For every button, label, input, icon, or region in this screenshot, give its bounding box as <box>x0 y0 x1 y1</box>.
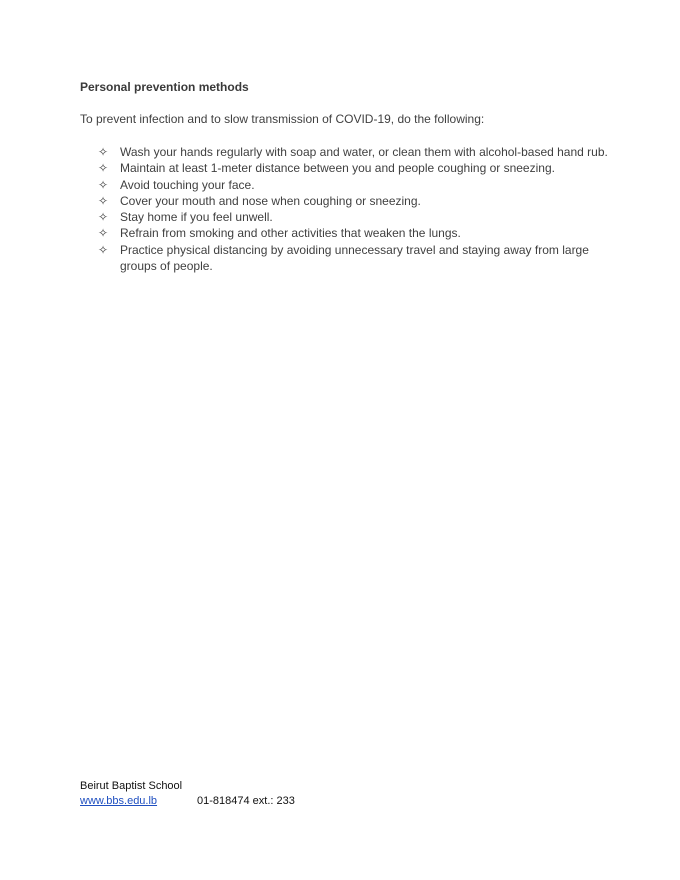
website-link[interactable]: www.bbs.edu.lb <box>80 795 158 807</box>
intro-paragraph: To prevent infection and to slow transmission of COVID-19, do the following: <box>80 112 485 126</box>
list-item-text: Refrain from smoking and other activities that weaken the lungs. <box>120 226 461 241</box>
list-item <box>98 160 608 176</box>
four-point-star-outline-icon: ✧ <box>98 210 109 225</box>
list-item <box>98 177 608 193</box>
list-item-text: Wash your hands regularly with soap and water, or clean them with alcohol-based hand rub. <box>120 145 608 159</box>
school-name: Beirut Baptist School <box>80 780 183 792</box>
list-item <box>98 225 608 241</box>
list-item-text: Maintain at least 1-meter distance between you and people coughing or sneezing. <box>120 161 555 176</box>
prevention-list <box>98 144 608 274</box>
list-item <box>98 144 608 160</box>
footer-contact-row <box>80 794 295 809</box>
list-item-text: Avoid touching your face. <box>120 177 255 192</box>
four-point-star-outline-icon: ✧ <box>98 161 109 176</box>
list-item-text: Practice physical distancing by avoiding unnecessary travel and staying away from large groups of people. <box>120 242 589 274</box>
four-point-star-outline-icon: ✧ <box>98 193 109 208</box>
four-point-star-outline-icon: ✧ <box>98 177 109 192</box>
list-item-text: Stay home if you feel unwell. <box>120 210 273 225</box>
list-item <box>98 193 608 209</box>
list-item-text: Cover your mouth and nose when coughing or sneezing. <box>120 193 421 208</box>
four-point-star-outline-icon: ✧ <box>98 226 109 241</box>
list-item <box>98 209 608 225</box>
phone-number: 01-818474 ext.: 233 <box>197 795 295 807</box>
page-footer <box>80 779 295 809</box>
section-heading: Personal prevention methods <box>80 80 249 94</box>
four-point-star-outline-icon: ✧ <box>98 242 109 257</box>
four-point-star-outline-icon: ✧ <box>98 145 109 159</box>
list-item <box>98 242 608 275</box>
